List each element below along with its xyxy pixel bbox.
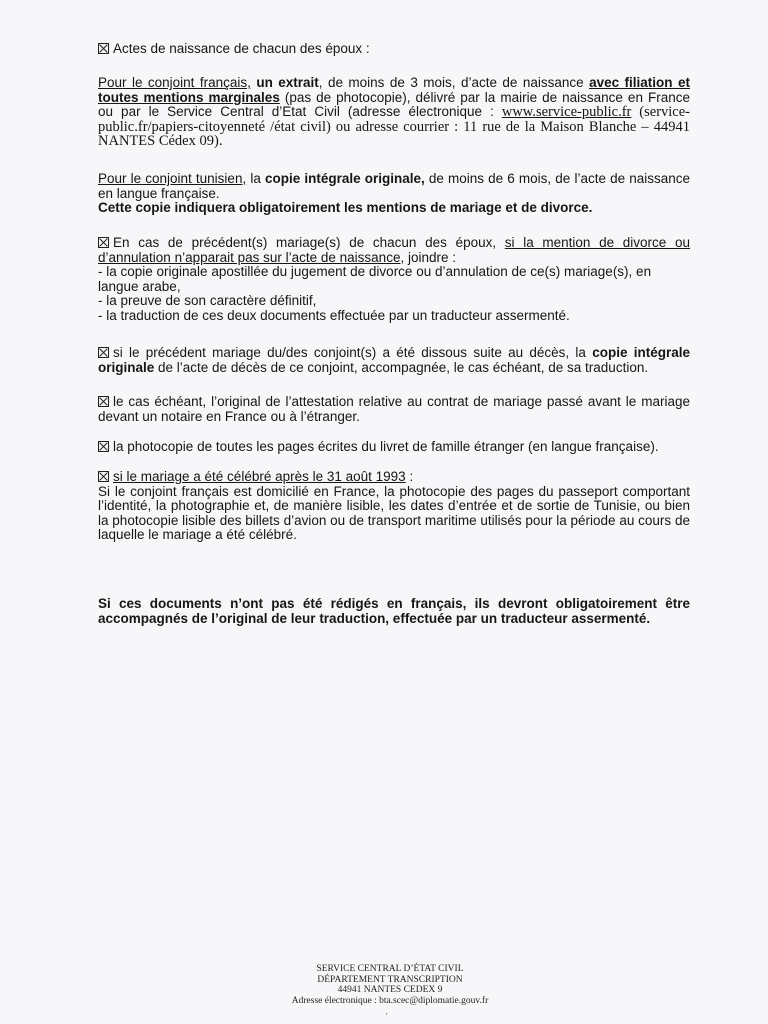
divorce-mention-note: Cette copie indiquera obligatoirement les mentions de mariage et de divorce. xyxy=(98,200,593,216)
tunisian-spouse-paragraph: Pour le conjoint tunisien, la copie intégrale originale, de moins de 6 mois, de l’acte de naissance en langue française. Cette copie indiquera obligatoirement les mentions de mariage et de divorce. xyxy=(98,171,691,216)
checked-box-icon xyxy=(98,441,109,452)
item5-family-booklet: la photocopie de toutes les pages écrites du livret de famille étranger (en langue française). xyxy=(98,440,690,455)
item2-previous-marriage: En cas de précédent(s) mariage(s) de chacun des époux, si la mention de divorce ou d’annulation n’apparait pas sur l’acte de naissance, joindre : - la copie originale apostillée du jugement de divorce ou d’annulation de ce(s) mariage(s), en langue arabe, - la preuve de son caractère définitif, - la traduction de ces deux documents effectuée par un traducteur assermenté. xyxy=(98,235,690,323)
page-mark: ' xyxy=(386,1012,388,1021)
checked-box-icon xyxy=(98,43,109,54)
item6-after-1993: si le mariage a été célébré après le 31 août 1993 : Si le conjoint français est domicilié en France, la photocopie des pages du passeport comportant l’identité, la photographie et, de manière lisible, les dates d’entrée et de sortie de Tunisie, ou bien la photocopie lisible des billets d’avion ou de transport maritime utilisés pour la période au cours de laquelle le mariage a été célébré. xyxy=(98,469,690,543)
checked-box-icon xyxy=(98,396,109,407)
checked-box-icon xyxy=(98,347,109,358)
french-spouse-paragraph: Pour le conjoint français, un extrait, de moins de 3 mois, d’acte de naissance avec filiation et toutes mentions marginales (pas de photocopie), délivré par la mairie de naissance en France ou par le Service Central d’Etat Civil (adresse électronique : www.service-public.fr (service-public.fr/papiers-citoyenneté /état civil) ou adresse courrier : 11 rue de la Maison Blanche – 44941 NANTES Cédex 09). xyxy=(98,75,691,150)
item1-heading: Actes de naissance de chacun des époux : xyxy=(98,42,690,57)
list-item: - la copie originale apostillée du jugement de divorce ou d’annulation de ce(s) mariage(s), en langue arabe, xyxy=(98,264,652,294)
french-spouse-label: Pour le conjoint français, xyxy=(98,75,251,90)
item4-marriage-contract: le cas échéant, l’original de l’attestation relative au contrat de mariage passé avant le mariage devant un notaire en France ou à l’étranger. xyxy=(98,394,690,424)
list-item: - la preuve de son caractère définitif, xyxy=(98,293,317,309)
tunisian-spouse-label: Pour le conjoint tunisien, xyxy=(98,171,247,186)
service-public-link[interactable]: www.service-public.fr xyxy=(501,104,632,121)
footer-address: SERVICE CENTRAL D’ÉTAT CIVIL DÉPARTEMENT TRANSCRIPTION 44941 NANTES CEDEX 9 Adresse électronique : bta.scec@diplomatie.gouv.fr xyxy=(291,964,489,1006)
checked-box-icon xyxy=(98,237,109,248)
list-item: - la traduction de ces deux documents effectuée par un traducteur assermenté. xyxy=(98,307,570,323)
item3-death-certificate: si le précédent mariage du/des conjoint(s) a été dissous suite au décès, la copie intégrale originale de l’acte de décès de ce conjoint, accompagnée, le cas échéant, de sa traduction. xyxy=(98,345,690,375)
translation-notice: Si ces documents n’ont pas été rédigés en français, ils devront obligatoirement être accompagnés de l’original de leur traduction, effectuée par un traducteur assermenté. xyxy=(98,596,690,626)
checked-box-icon xyxy=(98,471,109,482)
